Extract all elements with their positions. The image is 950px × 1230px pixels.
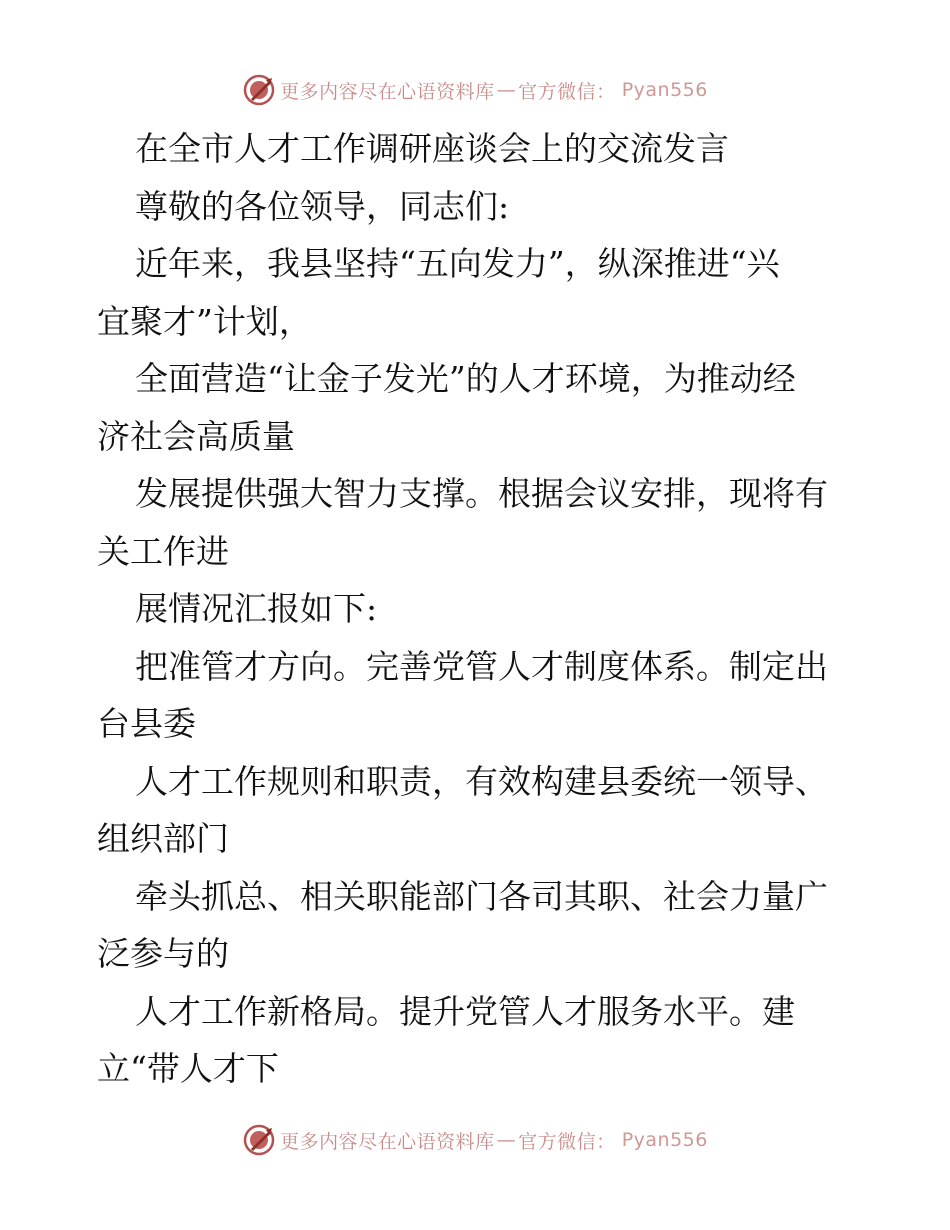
text-line: 人才工作规则和职责，有效构建县委统一领导、 [135,761,828,801]
text-line: 人才工作新格局。提升党管人才服务水平。建 [135,991,795,1031]
header-watermark [0,70,950,110]
document-body [97,120,852,1098]
text-line: 宜聚才”计划， [97,301,312,341]
text-line: 牵头抓总、相关职能部门各司其职、社会力量广 [135,876,828,916]
watermark-brand: 更多内容尽在心语资料库 [280,1130,495,1153]
pen-seal-icon [242,1123,276,1157]
watermark-contact-label: 官方微信： [518,1130,616,1153]
watermark-separator: — [496,79,517,101]
text-line: 立“带人才下 [97,1049,279,1088]
text-line: 近年来，我县坚持“五向发力”，纵深推进“兴 [135,244,780,283]
text-line: 泛参与的 [97,934,229,973]
salutation: 尊敬的各位领导，同志们: [135,186,510,226]
text-line: 发展提供强大智力支撑。根据会议安排，现将有 [135,474,828,513]
text-line: 济社会高质量 [97,416,295,456]
watermark-separator: — [496,1129,517,1151]
text-line: 组织部门 [97,819,229,858]
footer-watermark [0,1120,950,1160]
pen-seal-icon [242,73,276,107]
text-line: 全面营造“让金子发光”的人才环境，为推动经 [135,359,796,398]
text-line: 把准管才方向。完善党管人才制度体系。制定出 [135,646,828,686]
watermark-contact-label: 官方微信： [518,80,616,103]
text-line: 展情况汇报如下: [135,589,378,628]
watermark-brand: 更多内容尽在心语资料库 [280,80,495,103]
document-title: 在全市人才工作调研座谈会上的交流发言 [135,129,729,168]
watermark-contact-id: Pyan556 [621,79,708,101]
text-line: 台县委 [97,704,196,743]
text-line: 关工作进 [97,531,229,571]
watermark-contact-id: Pyan556 [621,1129,708,1151]
